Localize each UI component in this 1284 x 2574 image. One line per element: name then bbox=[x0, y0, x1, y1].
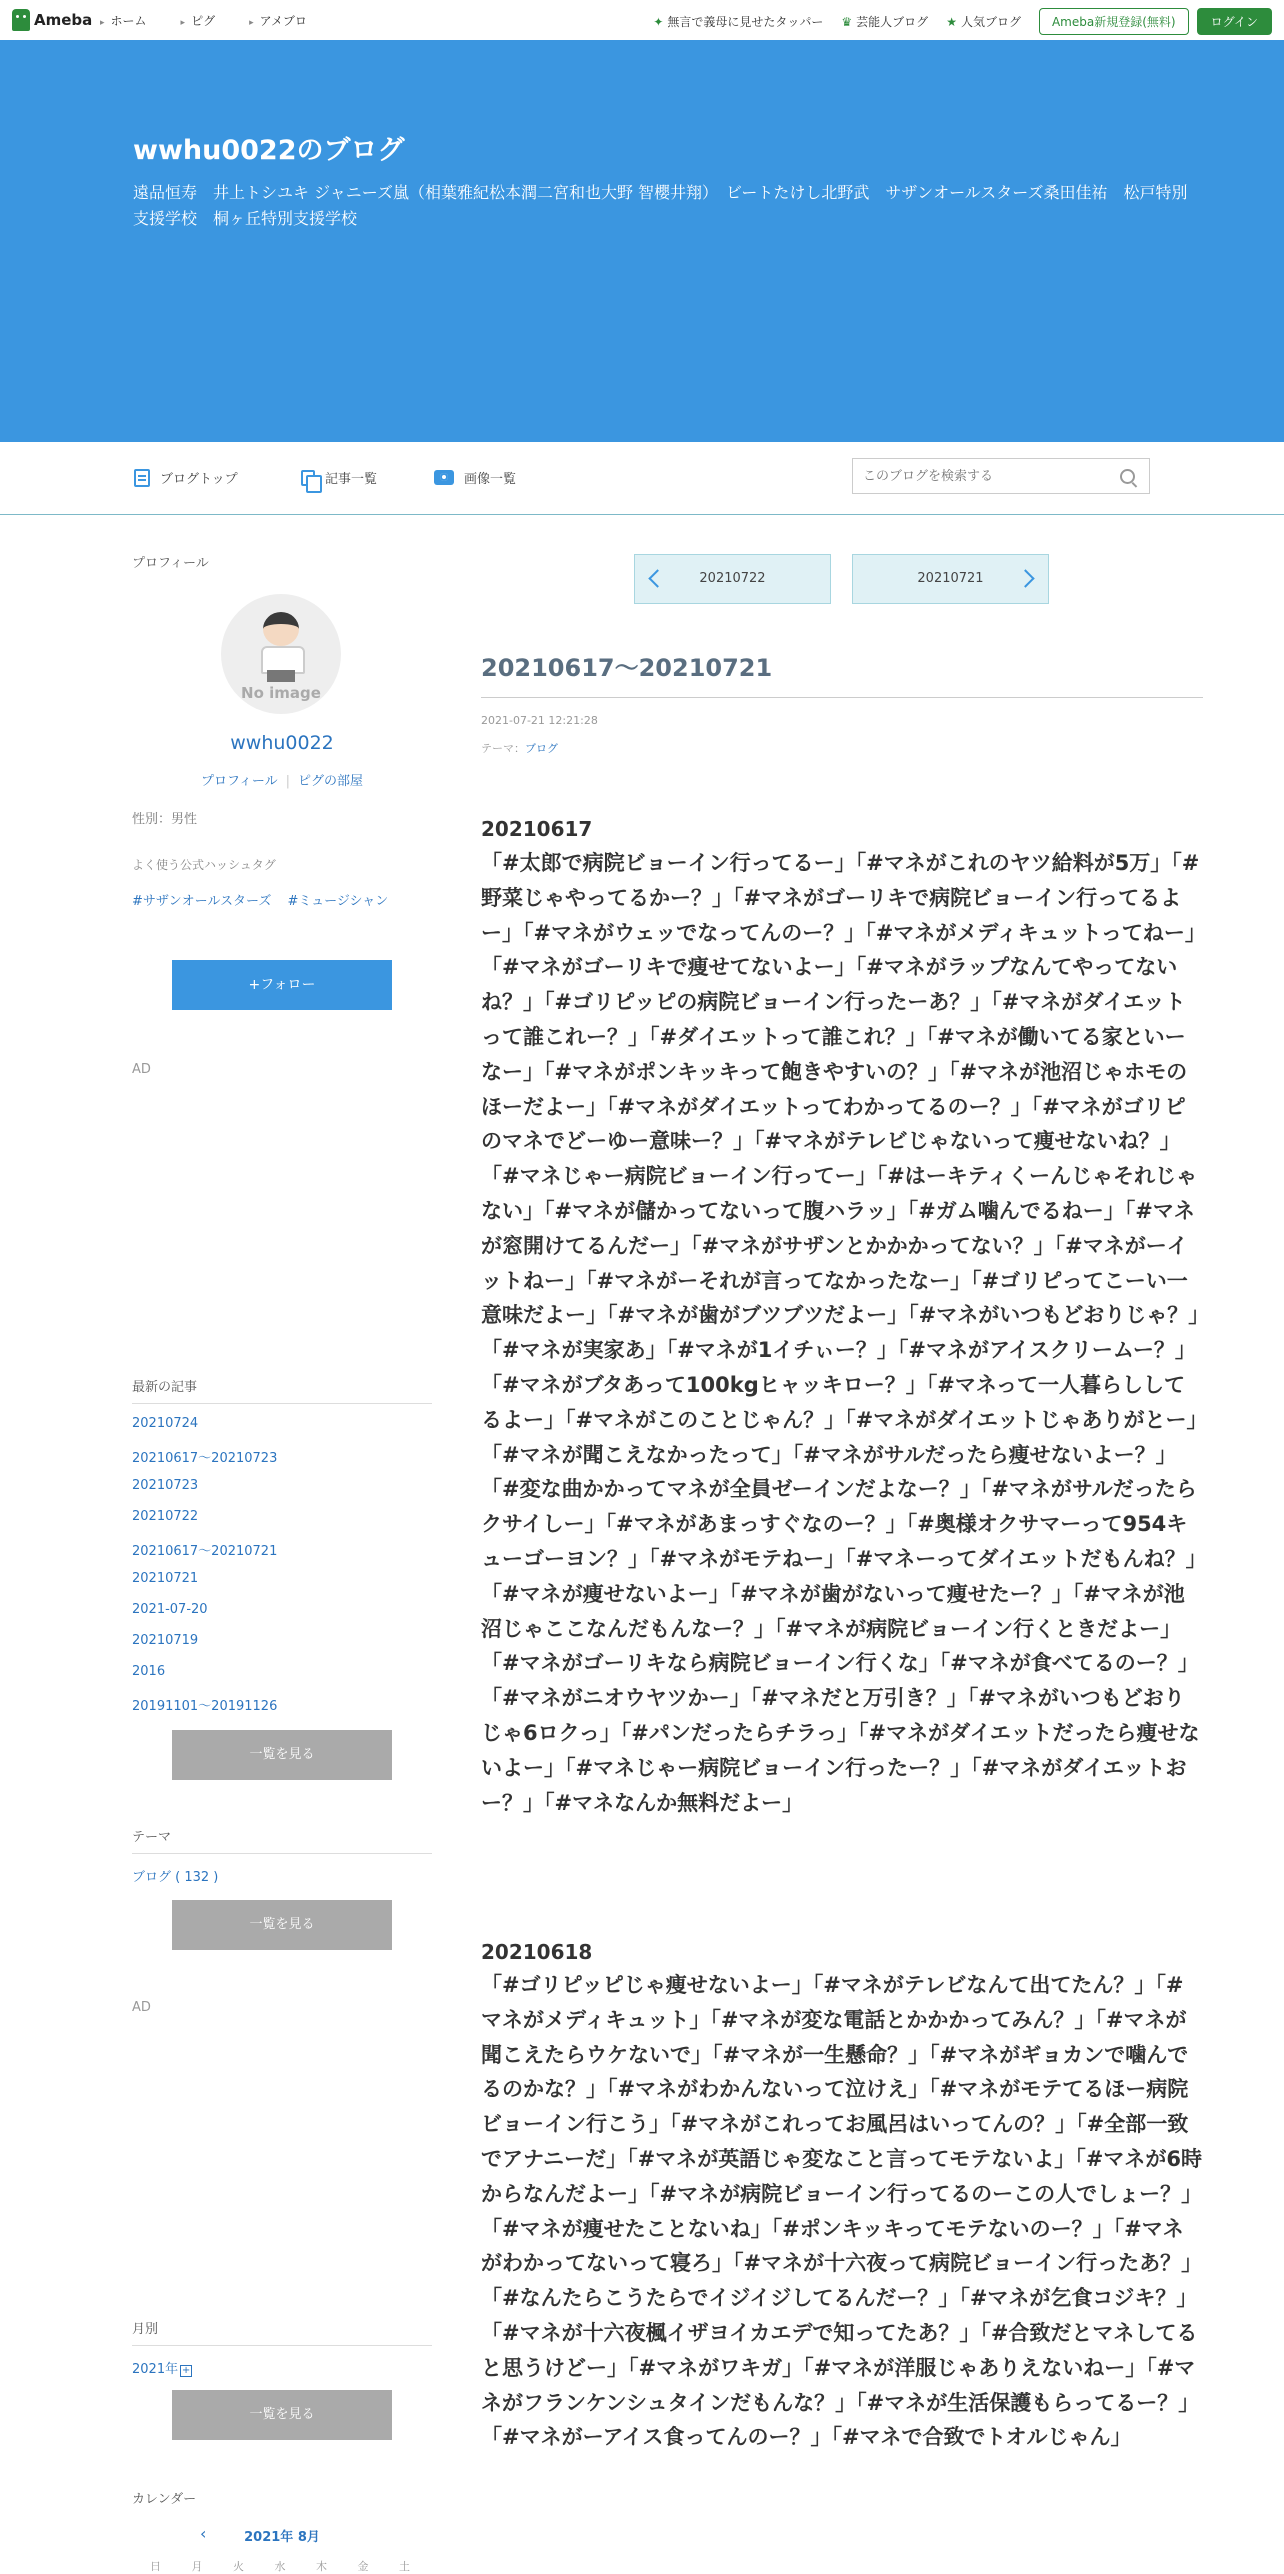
weekday: 月 bbox=[191, 2560, 203, 2573]
trending-link-label: 無言で義母に見せたタッパー bbox=[667, 15, 824, 29]
theme-heading: テーマ bbox=[132, 1826, 432, 1854]
monthly-list bbox=[132, 2358, 432, 2389]
popular-blog-link[interactable] bbox=[946, 13, 1021, 30]
prev-entry-label: 20210722 bbox=[699, 571, 766, 586]
calendar-month: 2021年 8月 bbox=[244, 2530, 320, 2545]
weekday: 日 bbox=[150, 2560, 161, 2573]
top-nav-pigg[interactable]: ▸ ピグ bbox=[181, 12, 216, 29]
next-entry-button[interactable] bbox=[852, 554, 1049, 604]
star-icon: ★ bbox=[946, 14, 957, 29]
recent-entry-link[interactable]: 20210721 bbox=[132, 1571, 199, 1586]
recent-entry-link[interactable]: 2021-07-20 bbox=[132, 1602, 208, 1617]
recent-entries-list bbox=[132, 1416, 432, 1726]
expand-plus-icon[interactable]: + bbox=[181, 2365, 191, 2376]
nav-blog-top-label: ブログトップ bbox=[160, 472, 238, 487]
top-bar bbox=[0, 0, 1284, 41]
recent-entry-link[interactable]: 20191101～20191126 bbox=[132, 1699, 278, 1714]
follow-button[interactable]: +フォロー bbox=[172, 960, 392, 1010]
section-date: 20210617 bbox=[481, 817, 593, 841]
blog-nav bbox=[0, 442, 1284, 515]
search-input[interactable] bbox=[853, 459, 1113, 493]
celebrity-blog-label: 芸能人ブログ bbox=[856, 15, 929, 29]
recent-entry-link[interactable]: 20210722 bbox=[132, 1509, 199, 1524]
next-entry-label: 20210721 bbox=[917, 571, 984, 586]
monthly-link[interactable] bbox=[132, 2358, 432, 2389]
celebrity-blog-link[interactable] bbox=[841, 13, 928, 30]
section-date: 20210618 bbox=[481, 1940, 593, 1964]
top-nav-ameblo[interactable]: ▸ アメブロ bbox=[249, 12, 307, 29]
recent-entries-heading: 最新の記事 bbox=[132, 1376, 432, 1404]
pigg-room-link[interactable]: ピグの部屋 bbox=[298, 774, 364, 789]
profile-name[interactable]: wwhu0022 bbox=[230, 732, 334, 754]
theme-link[interactable]: ブログ ( 132 ) bbox=[132, 1870, 219, 1885]
see-all-monthly-button[interactable]: 一覧を見る bbox=[172, 2390, 392, 2440]
ameba-logo[interactable] bbox=[12, 8, 92, 32]
nav-images[interactable] bbox=[434, 468, 516, 487]
crown-icon: ♛ bbox=[841, 14, 853, 29]
blog-description: 遠品恒寿 井上トシユキ ジャニーズ嵐（相葉雅紀松本潤二宮和也大野 智櫻井翔） ビートたけし北野武 サザンオールスターズ桑田佳祐 松戸特別支援学校 桐ヶ丘特別支援学校 bbox=[133, 183, 1188, 228]
link-separator: | bbox=[285, 774, 291, 789]
chevron-left-icon bbox=[648, 569, 666, 587]
entry-title[interactable]: 20210617～20210721 bbox=[481, 648, 1203, 698]
ad-label: AD bbox=[132, 1062, 151, 1077]
register-button[interactable]: Ameba新規登録(無料) bbox=[1039, 8, 1189, 35]
monthly-link-label: 2021年 bbox=[132, 2362, 179, 2377]
camera-icon bbox=[434, 470, 454, 485]
top-nav bbox=[100, 12, 341, 29]
top-nav-home[interactable]: ▸ ホーム bbox=[100, 12, 147, 29]
calendar-prev-icon[interactable]: ‹ bbox=[200, 2524, 207, 2543]
ad-label: AD bbox=[132, 2000, 151, 2015]
chevron-right-icon bbox=[1016, 569, 1034, 587]
prev-entry-button[interactable] bbox=[634, 554, 831, 604]
calendar-heading: カレンダー bbox=[132, 2492, 197, 2507]
recent-entry-link[interactable]: 2016 bbox=[132, 1664, 166, 1679]
recent-entry-link[interactable]: 20210617～20210721 bbox=[132, 1544, 278, 1559]
hashtag-link[interactable]: #ミュージシャン bbox=[287, 894, 389, 909]
avatar[interactable] bbox=[221, 594, 341, 714]
weekday: 土 bbox=[399, 2560, 410, 2573]
weekday: 金 bbox=[357, 2560, 369, 2573]
nav-entries[interactable] bbox=[301, 468, 377, 487]
see-all-recent-button[interactable]: 一覧を見る bbox=[172, 1730, 392, 1780]
profile-link[interactable]: プロフィール bbox=[200, 774, 278, 789]
recent-entry-link[interactable]: 20210719 bbox=[132, 1633, 199, 1648]
search-icon[interactable] bbox=[1120, 469, 1135, 484]
hashtag-list bbox=[132, 890, 400, 909]
recent-entry-link[interactable]: 20210723 bbox=[132, 1478, 199, 1493]
login-button[interactable]: ログイン bbox=[1197, 8, 1272, 35]
avatar-head-icon bbox=[263, 612, 299, 646]
nav-blog-top[interactable] bbox=[134, 468, 238, 487]
ameba-logo-icon bbox=[12, 9, 30, 31]
logo-text: Ameba bbox=[34, 11, 93, 29]
hashtag-heading: よく使う公式ハッシュタグ bbox=[132, 858, 276, 872]
theme-label: テーマ： bbox=[481, 742, 525, 755]
top-right-links bbox=[653, 8, 1272, 35]
see-all-theme-button[interactable]: 一覧を見る bbox=[172, 1900, 392, 1950]
calendar-weekdays bbox=[150, 2558, 410, 2574]
no-image-label: No image bbox=[241, 684, 321, 702]
entry-date: 2021-07-21 12:21:28 bbox=[481, 714, 598, 727]
blog-title[interactable]: wwhu0022のブログ bbox=[133, 135, 405, 166]
weekday: 火 bbox=[233, 2560, 244, 2573]
blog-search bbox=[852, 458, 1150, 494]
weekday: 木 bbox=[316, 2560, 327, 2573]
leaf-icon: ✦ bbox=[653, 14, 664, 29]
recent-entry-link[interactable]: 20210724 bbox=[132, 1416, 199, 1431]
theme-list bbox=[132, 1866, 432, 1897]
recent-entry-link[interactable]: 20210617～20210723 bbox=[132, 1451, 278, 1466]
entry-paragraph: 「#ゴリピッピじゃ痩せないよー」「#マネがテレビなんて出てたん？」「#マネがメディキュット」「#マネが変な電話とかかかってみん？」「#マネが聞こえたらウケないで」「#マネが一生懸命？」「#マネがギョカンで噛んでるのかな？」「#マネがわかんないって泣けえ」「#マネがモテてるほー病院ビョーイン行こう」「#マネがこれってお風呂はいってんの？」「#全部一致でアナニーだ」「#マネが英語じゃ変なこと言ってモテないよ」「#マネが6時からなんだよー」「#マネが病院ビョーイン行ってるのーこの人でしょー？」「#マネが痩せたことないね」「#ポンキッキってモテないのー？」「#マネがわかってないって寝ろ」「#マネが十六夜って病院ビョーイン行ったあ？」「#なんたらこうたらでイジイジしてるんだー？」「#マネが乞食コジキ？」「#マネが十六夜楓イザヨイカエデで知ってたあ？」「#合致だとマネしてると思うけどー」「#マネがワキガ」「#マネが洋服じゃありえないねー」「#マネがフランケンシュタインだもんな？」「#マネが生活保護もらってるー？」「#マネがーアイス食ってんのー？」「#マネで合致でトオルじゃん」 bbox=[481, 1973, 1203, 2450]
theme-link[interactable]: ブログ bbox=[525, 742, 558, 755]
entry-theme bbox=[481, 740, 558, 756]
copy-icon bbox=[301, 470, 315, 486]
entry-paragraph: 「#太郎で病院ビョーイン行ってるー」「#マネがこれのヤツ給料が5万」「#野菜じゃやってるかー？」「#マネがゴーリキで病院ビョーイン行ってるよー」「#マネがウェッでなってんのー？」「#マネがメディキュットってねー」「#マネがゴーリキで痩せてないよー」「#マネがラップなんてやってないね？」「#ゴリピッピの病院ビョーイン行ったーあ？」「#マネがダイエットって誰これー？」「#ダイエットって誰これ？」「#マネが働いてる家といーなー」「#マネがポンキッキって飽きやすいの？」「#マネが池沼じゃホモのほーだよー」「#マネがダイエットってわかってるのー？」「#マネがゴリピのマネでどーゆー意味ー？」「#マネがテレビじゃないって痩せないね？」「#マネじゃー病院ビョーイン行ってー」「#はーキティくーんじゃそれじゃない」「#マネが儲かってないって腹ハラッ」「#ガム噛んでるねー」「#マネが窓開けてるんだー」「#マネがサザンとかかかってない？」「#マネがーイットねー」「#マネがーそれが言ってなかったなー」「#ゴリピってこーい一意味だよー」「#マネが歯がブツブツだよー」「#マネがいつもどおりじゃ？」「#マネが実家あ」「#マネが1イチぃー？」「#マネがアイスクリームー？」「#マネがブタあって100kgヒャッキロー？」「#マネって一人暮らししてるよー」「#マネがこのことじゃん？」「#マネがダイエットじゃありがとー」「#マネが聞こえなかったって」「#マネがサルだったら痩せないよー？」「#変な曲かかってマネが全員ゼーインだよなー？」「#マネがサルだったらクサイしー」「#マネがあまっすぐなのー？」「#奥様オクサマーって954キューゴーヨン？」「#マネがモテねー」「#マネーってダイエットだもんね？」「#マネが痩せないよー」「#マネが歯がないって痩せたー？」「#マネが池沼じゃここなんだもんなー？」「#マネが病院ビョーイン行くときだよー」「#マネがゴーリキなら病院ビョーイン行くな」「#マネが食べてるのー？」「#マネがニオウヤツかー」「#マネだと万引き？」「#マネがいつもどおりじゃ6ロクっ」「#パンだったらチラっ」「#マネがダイエットだったら痩せないよー」「#マネじゃー病院ビョーイン行ったー？」「#マネがダイエットおー？」「#マネなんか無料だよー」 bbox=[481, 851, 1200, 1815]
popular-blog-label: 人気ブログ bbox=[960, 15, 1021, 29]
profile-gender: 性別：男性 bbox=[132, 812, 198, 827]
blog-header bbox=[0, 40, 1284, 442]
hashtag-link[interactable]: #サザンオールスターズ bbox=[132, 894, 272, 909]
monthly-heading: 月別 bbox=[132, 2318, 432, 2346]
nav-images-label: 画像一覧 bbox=[464, 472, 517, 487]
avatar-legs-icon bbox=[267, 670, 295, 682]
trending-link[interactable] bbox=[653, 13, 823, 30]
document-icon bbox=[134, 469, 150, 487]
profile-heading: プロフィール bbox=[132, 556, 209, 571]
weekday: 水 bbox=[274, 2560, 286, 2573]
profile-links bbox=[132, 770, 432, 789]
nav-entries-label: 記事一覧 bbox=[325, 472, 378, 487]
